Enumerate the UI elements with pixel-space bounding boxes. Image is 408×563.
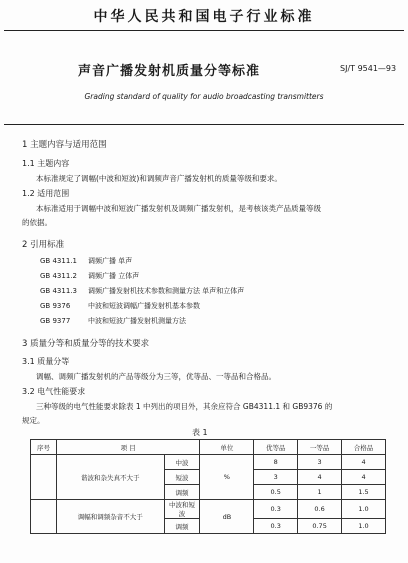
reference-title: 调频广播 立体声 — [88, 272, 140, 280]
row-unit: % — [200, 455, 254, 500]
section-1-2-text-2: 的依据。 — [22, 218, 52, 227]
table-row — [31, 455, 386, 470]
row-qualified: 1.0 — [342, 500, 386, 519]
section-3-1-heading: 3.1 质量分等 — [22, 357, 70, 366]
header-excellent: 优等品 — [254, 440, 298, 455]
row-first: 1 — [298, 485, 342, 500]
row-excellent: 0.3 — [254, 500, 298, 519]
row-index — [31, 455, 57, 500]
row-sub-label: 调频 — [164, 485, 200, 500]
reference-code: GB 9377 — [40, 317, 71, 325]
section-1-1-text: 本标准规定了调幅(中波和短波)和调频声音广播发射机的质量等级和要求。 — [36, 174, 282, 183]
row-qualified: 1.0 — [342, 519, 386, 534]
reference-title: 调频广播发射机技术参数和测量方法 单声和立体声 — [88, 287, 245, 295]
row-sub-label: 调频 — [164, 519, 200, 534]
reference-item — [40, 271, 139, 281]
reference-item — [40, 316, 186, 326]
table-1 — [30, 439, 386, 534]
row-excellent: 3 — [254, 470, 298, 485]
reference-code: GB 4311.2 — [40, 272, 77, 280]
row-sub-label: 短波 — [164, 470, 200, 485]
body-rule — [4, 124, 404, 125]
row-group-label: 调幅和调频杂音不大于 — [56, 500, 164, 534]
row-excellent: 0.3 — [254, 519, 298, 534]
table-row — [31, 500, 386, 519]
row-sub-label: 中波和短波 — [164, 500, 200, 519]
section-3-1-text: 调幅、调频广播发射机的产品等级分为三等，优等品、一等品和合格品。 — [36, 372, 276, 381]
row-first: 0.75 — [298, 519, 342, 534]
reference-item — [40, 256, 132, 266]
reference-code: GB 4311.1 — [40, 257, 77, 265]
document-title: 声音广播发射机质量分等标准 — [78, 64, 261, 79]
row-first: 3 — [298, 455, 342, 470]
header-rule — [4, 30, 404, 31]
header-item: 项 目 — [56, 440, 200, 455]
row-index — [31, 500, 57, 534]
header-unit: 单位 — [200, 440, 254, 455]
row-excellent: 8 — [254, 455, 298, 470]
section-1-2-text-1: 本标准适用于调幅中波和短波广播发射机及调频广播发射机，是考核该类产品质量等级 — [36, 204, 321, 213]
reference-code: GB 9376 — [40, 302, 71, 310]
section-3-2-text-2: 规定。 — [22, 416, 45, 425]
reference-item — [40, 286, 244, 296]
table-header-row — [31, 440, 386, 455]
row-qualified: 4 — [342, 455, 386, 470]
section-3-2-heading: 3.2 电气性能要求 — [22, 387, 86, 396]
standard-title: 中华人民共和国电子行业标准 — [93, 9, 315, 25]
row-first: 0.6 — [298, 500, 342, 519]
document-code: SJ/T 9541—93 — [340, 64, 397, 73]
reference-code: GB 4311.3 — [40, 287, 77, 295]
row-qualified: 1.5 — [342, 485, 386, 500]
reference-title: 中波和短波调幅广播发射机基本参数 — [88, 302, 200, 310]
row-first: 4 — [298, 470, 342, 485]
header-first: 一等品 — [298, 440, 342, 455]
table-caption: 表 1 — [192, 428, 208, 437]
section-2-heading: 2 引用标准 — [22, 240, 65, 250]
row-group-label: 谐波和杂失真不大于 — [56, 455, 164, 500]
row-qualified: 4 — [342, 470, 386, 485]
header-qualified: 合格品 — [342, 440, 386, 455]
row-excellent: 0.5 — [254, 485, 298, 500]
english-title: Grading standard of quality for audio broadcasting transmitters — [84, 92, 324, 101]
reference-title: 调频广播 单声 — [88, 257, 133, 265]
reference-item — [40, 301, 200, 311]
section-1-heading: 1 主题内容与适用范围 — [22, 140, 107, 150]
row-unit: dB — [200, 500, 254, 534]
section-3-2-text-1: 三种等级的电气性能要求除表 1 中列出的项目外，其余应符合 GB4311.1 和 GB9376 的 — [36, 402, 333, 411]
section-1-1-heading: 1.1 主题内容 — [22, 159, 70, 168]
reference-title: 中波和短波广播发射机测量方法 — [88, 317, 186, 325]
row-sub-label: 中波 — [164, 455, 200, 470]
header-index: 序号 — [31, 440, 57, 455]
section-3-heading: 3 质量分等和质量分等的技术要求 — [22, 339, 150, 349]
section-1-2-heading: 1.2 适用范围 — [22, 189, 70, 198]
